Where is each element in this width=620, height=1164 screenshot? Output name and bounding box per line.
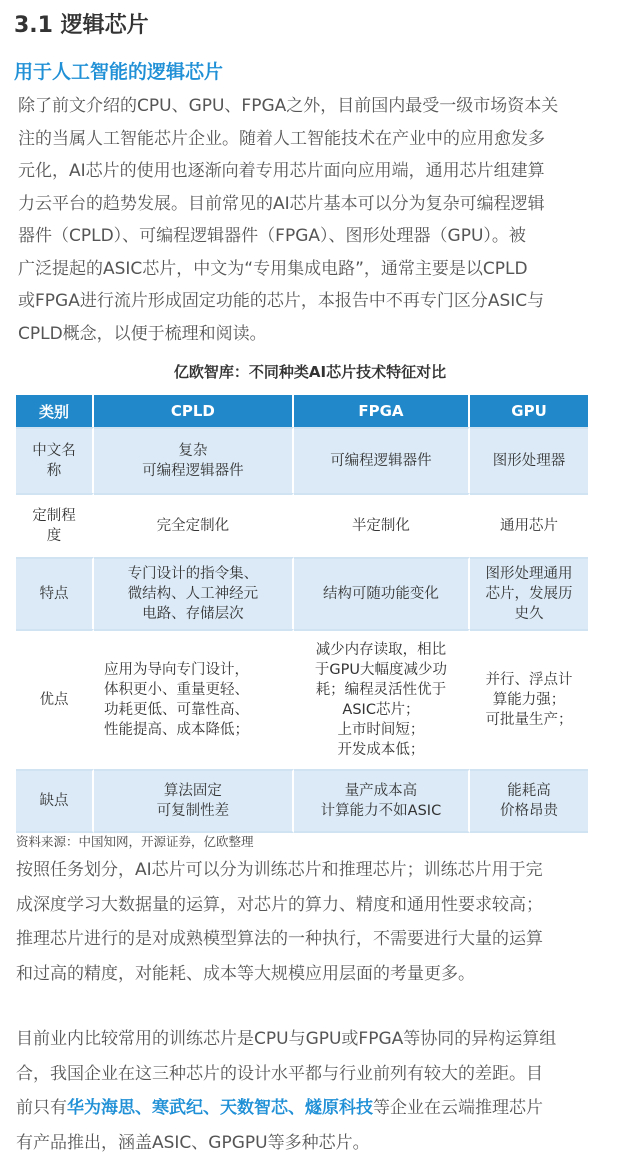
paragraph-line: 有产品推出，涵盖ASIC、GPGPU等多种芯片。 xyxy=(16,1132,370,1153)
cpld-cell xyxy=(94,629,294,769)
cell-line: 通用芯片 xyxy=(500,518,559,534)
cell-line: 算能力强； xyxy=(492,692,566,708)
fpga-cell xyxy=(294,769,470,833)
paragraph-line: 和过高的精度，对能耗、成本等大规模应用层面的考量更多。 xyxy=(16,963,475,984)
row-category-cell xyxy=(16,493,94,557)
cell-line: 特点 xyxy=(39,586,69,602)
fpga-cell xyxy=(294,557,470,629)
table-row xyxy=(16,427,588,493)
paragraph-line: 或FPGA进行流片形成固定功能的芯片，本报告中不再专门区分ASIC与 xyxy=(18,291,545,311)
cell-line: 微结构、人工神经元 xyxy=(127,586,259,602)
cell-line: 功耗更低、可靠性高、 xyxy=(104,702,249,718)
paragraph-line xyxy=(16,1091,604,1126)
paragraph-line: 成深度学习大数据量的运算，对芯片的算力、精度和通用性要求较高； xyxy=(16,894,543,915)
cell-line: 计算能力不如ASIC xyxy=(320,803,442,819)
cell-line: 量产成本高 xyxy=(344,783,418,799)
cpld-cell xyxy=(94,427,294,493)
cell-line: 并行、浮点计 xyxy=(485,672,573,688)
cell-line: 体积更小、重量更轻、 xyxy=(104,682,249,698)
sub-title: 用于人工智能的逻辑芯片 xyxy=(14,61,224,83)
table-row xyxy=(16,493,588,557)
row-category-cell xyxy=(16,769,94,833)
cell-line: 结构可随功能变化 xyxy=(322,586,439,602)
cell-line: 缺点 xyxy=(39,793,69,809)
cpld-cell xyxy=(94,493,294,557)
cell-line: 可编程逻辑器件 xyxy=(330,453,432,469)
cell-line: 可复制性差 xyxy=(156,803,230,819)
section-title: 3.1 逻辑芯片 xyxy=(14,13,149,38)
cell-line: 可批量生产； xyxy=(485,712,573,728)
paragraph-line: 推理芯片进行的是对成熟模型算法的一种执行，不需要进行大量的运算 xyxy=(16,929,543,949)
cell-line: 优点 xyxy=(39,692,69,708)
header-cpld: CPLD xyxy=(94,395,294,427)
gpu-cell xyxy=(470,493,588,557)
gpu-cell xyxy=(470,557,588,629)
cell-line: 可编程逻辑器件 xyxy=(142,463,244,479)
paragraph-line: 器件（CPLD）、可编程逻辑器件（FPGA）、图形处理器（GPU）。被 xyxy=(18,226,526,246)
cell-line: 称 xyxy=(46,463,62,479)
paragraph-line: 力云平台的趋势发展。目前常见的AI芯片基本可以分为复杂可编程逻辑 xyxy=(18,193,545,214)
cell-line: 完全定制化 xyxy=(156,518,230,534)
cell-line: 定制程 xyxy=(32,508,76,524)
paragraph-text: 前只有 xyxy=(16,1098,67,1118)
gpu-cell xyxy=(470,427,588,493)
table-caption: 亿欧智库：不同种类AI芯片技术特征对比 xyxy=(173,363,447,381)
comparison-table xyxy=(16,395,588,833)
cell-line: 复杂 xyxy=(178,443,208,459)
company-highlight: 华为海思、寒武纪、天数智芯、燧原科技 xyxy=(67,1098,373,1118)
cell-line: 开发成本低； xyxy=(337,742,425,758)
cell-line: 性能提高、成本降低； xyxy=(104,722,249,738)
paragraph-text: 等企业在云端推理芯片 xyxy=(373,1098,543,1118)
row-category-cell xyxy=(16,427,94,493)
header-gpu: GPU xyxy=(470,395,588,427)
fpga-cell xyxy=(294,427,470,493)
intro-paragraph xyxy=(16,90,604,350)
cell-line: 图形处理器 xyxy=(492,453,566,469)
paragraph-line: 除了前文介绍的CPU、GPU、FPGA之外，目前国内最受一级市场资本关 xyxy=(18,96,559,116)
cell-line: 芯片，发展历 xyxy=(485,586,573,602)
cell-line: 能耗高 xyxy=(507,783,551,799)
cell-line: 价格昂贵 xyxy=(500,803,559,819)
cell-line: 于GPU大幅度减少功 xyxy=(314,662,447,678)
paragraph-line: 合，我国企业在这三种芯片的设计水平都与行业前列有较大的差距。目 xyxy=(16,1063,543,1084)
table-row xyxy=(16,629,588,769)
industry-paragraph xyxy=(16,1022,604,1160)
cell-line: 上市时间短； xyxy=(337,722,425,738)
cell-line: 应用为导向专门设计， xyxy=(104,662,249,678)
source-note: 资料来源：中国知网，开源证券，亿欧整理 xyxy=(16,834,254,849)
cell-line: 专门设计的指令集、 xyxy=(127,566,259,582)
fpga-cell xyxy=(294,493,470,557)
cpld-cell xyxy=(94,769,294,833)
cell-line: ASIC芯片； xyxy=(342,702,420,718)
cpld-cell xyxy=(94,557,294,629)
row-category-cell xyxy=(16,629,94,769)
cell-line: 电路、存储层次 xyxy=(142,606,244,622)
header-category: 类别 xyxy=(16,395,94,427)
table-header-row xyxy=(16,395,588,427)
training-inference-paragraph xyxy=(16,853,604,991)
paragraph-line: 目前业内比较常用的训练芯片是CPU与GPU或FPGA等协同的异构运算组 xyxy=(16,1029,557,1049)
table-row xyxy=(16,557,588,629)
table-row xyxy=(16,769,588,833)
header-fpga: FPGA xyxy=(294,395,470,427)
cell-line: 算法固定 xyxy=(163,783,222,799)
gpu-cell xyxy=(470,629,588,769)
cell-line: 耗；编程灵活性优于 xyxy=(315,682,447,698)
cell-line: 图形处理通用 xyxy=(485,566,573,582)
cell-line: 史久 xyxy=(514,606,544,622)
paragraph-line: CPLD概念，以便于梳理和阅读。 xyxy=(18,323,267,344)
paragraph-line: 广泛提起的ASIC芯片，中文为“专用集成电路”，通常主要是以CPLD xyxy=(18,258,528,279)
fpga-cell xyxy=(294,629,470,769)
cell-line: 中文名 xyxy=(32,443,76,459)
cell-line: 半定制化 xyxy=(351,518,410,534)
paragraph-line: 元化，AI芯片的使用也逐渐向着专用芯片面向应用端，通用芯片组建算 xyxy=(18,161,545,181)
row-category-cell xyxy=(16,557,94,629)
paragraph-line: 注的当属人工智能芯片企业。随着人工智能技术在产业中的应用愈发多 xyxy=(18,128,545,149)
cell-line: 减少内存读取，相比 xyxy=(315,642,447,658)
cell-line: 度 xyxy=(46,528,62,544)
gpu-cell xyxy=(470,769,588,833)
paragraph-line: 按照任务划分，AI芯片可以分为训练芯片和推理芯片；训练芯片用于完 xyxy=(16,860,543,880)
